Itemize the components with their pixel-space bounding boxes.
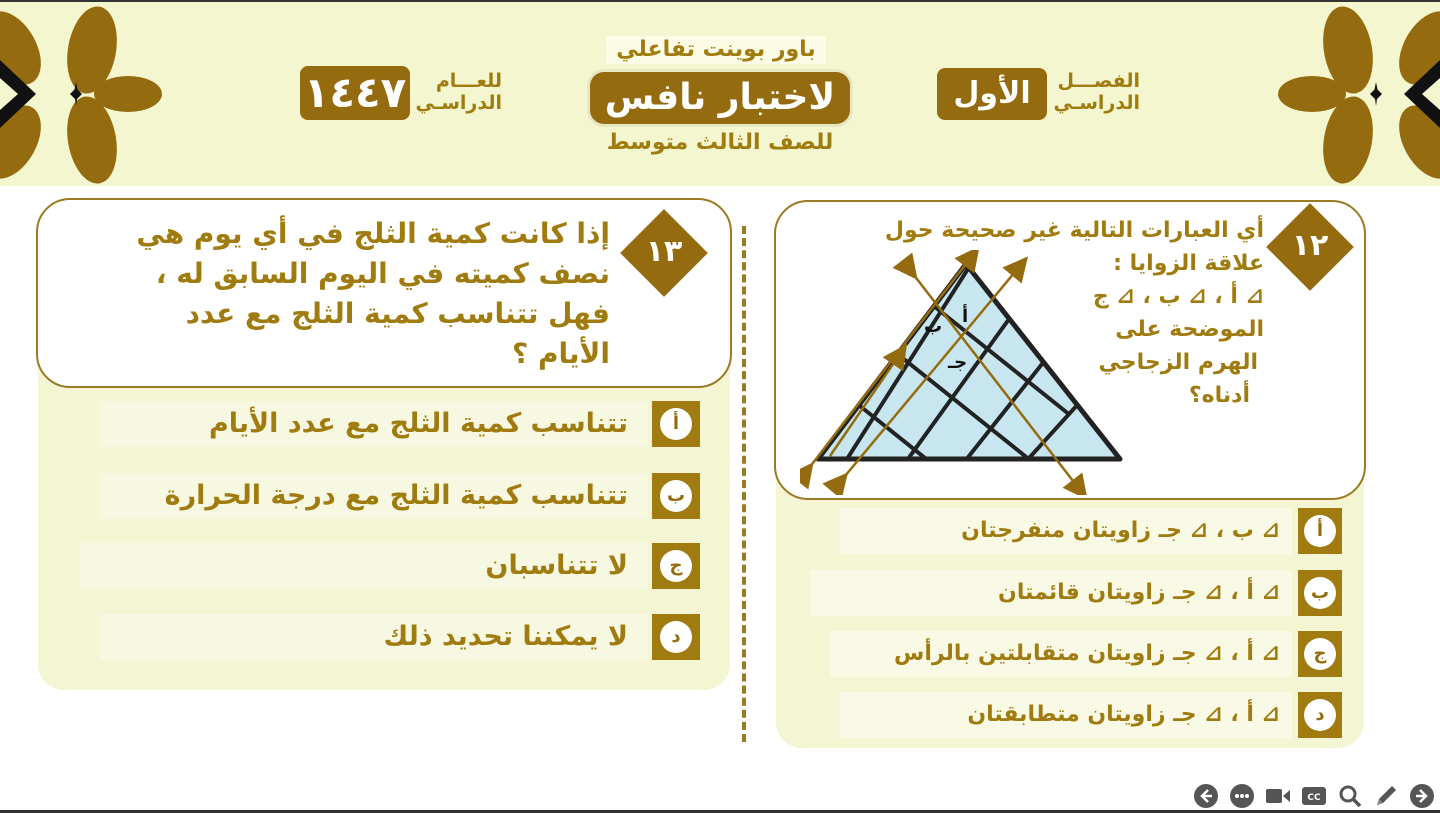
option-text: ⊿ ب ، ⊿ جـ زاويتان منفرجتان	[961, 518, 1280, 543]
main-title: لاختبار نافس	[604, 77, 836, 118]
question-13-option-b[interactable]	[100, 473, 702, 519]
question-12-option-b[interactable]	[810, 570, 1342, 616]
question-13-option-d[interactable]	[100, 614, 702, 660]
year-badge	[300, 66, 410, 120]
grade-label: للصف الثالث متوسط	[606, 130, 834, 155]
captions-icon[interactable]	[1300, 782, 1328, 810]
column-divider	[742, 226, 746, 742]
question-12-text: أي العبارات التالية غير صحيحة حول علاقة الزوايا : ⊿ أ ، ⊿ ب ، ⊿ ج الموضحة على الهرم الزجاجي أدناه؟	[884, 218, 1264, 408]
option-text: ⊿ أ ، ⊿ جـ زاويتان متطابقتان	[967, 702, 1280, 727]
option-text: ⊿ أ ، ⊿ جـ زاويتان قائمتان	[998, 580, 1280, 605]
header-banner	[0, 0, 1440, 186]
back-icon[interactable]	[1192, 782, 1220, 810]
option-letter-badge: أ	[652, 401, 700, 447]
option-letter-badge: ب	[1298, 570, 1342, 616]
option-text: تتناسب كمية الثلج مع عدد الأيام	[208, 408, 628, 439]
option-letter-badge: د	[652, 614, 700, 660]
question-13-option-c[interactable]	[80, 543, 702, 589]
left-ornament	[0, 2, 170, 188]
angle-label-b: ب	[924, 316, 943, 337]
question-13-number: ١٣	[645, 234, 683, 269]
question-12-option-c[interactable]	[830, 631, 1342, 677]
semester-value: الأول	[953, 76, 1031, 111]
zoom-icon[interactable]	[1336, 782, 1364, 810]
angle-label-c: جـ	[948, 352, 968, 373]
header-subtitle: باور بوينت تفاعلي	[606, 36, 826, 64]
slideshow-toolbar	[1192, 782, 1436, 810]
option-text: لا تتناسبان	[485, 550, 628, 581]
semester-label: الفصـــل الدراسـي	[1053, 70, 1140, 114]
question-12-option-a[interactable]	[840, 508, 1342, 554]
pen-icon[interactable]	[1372, 782, 1400, 810]
more-icon[interactable]	[1228, 782, 1256, 810]
angle-label-a: أ	[962, 306, 969, 327]
question-13-option-a[interactable]	[100, 401, 702, 447]
question-12-option-d[interactable]	[840, 692, 1342, 738]
option-text: تتناسب كمية الثلج مع درجة الحرارة	[164, 480, 628, 511]
question-12-number: ١٢	[1291, 228, 1329, 263]
video-icon[interactable]	[1264, 782, 1292, 810]
question-13-text: إذا كانت كمية الثلج في أي يوم هي نصف كميته في اليوم السابق له ، فهل تتناسب كمية الثلج مع عدد الأيام ؟	[136, 217, 610, 370]
glass-pyramid-figure	[800, 250, 1130, 495]
year-label: للعـــام الدراسـي	[415, 70, 502, 114]
year-value: ١٤٤٧	[303, 68, 407, 117]
option-text: ⊿ أ ، ⊿ جـ زاويتان متقابلتين بالرأس	[894, 641, 1280, 666]
option-letter-badge: ج	[1298, 631, 1342, 677]
right-ornament	[1270, 2, 1440, 188]
option-letter-badge: ب	[652, 473, 700, 519]
semester-badge	[937, 68, 1047, 120]
option-letter-badge: د	[1298, 692, 1342, 738]
forward-icon[interactable]	[1408, 782, 1436, 810]
option-letter-badge: أ	[1298, 508, 1342, 554]
main-title-pill	[590, 72, 850, 124]
option-text: لا يمكننا تحديد ذلك	[383, 621, 628, 652]
option-letter-badge: ج	[652, 543, 700, 589]
svg-text:CC: CC	[1307, 793, 1321, 803]
